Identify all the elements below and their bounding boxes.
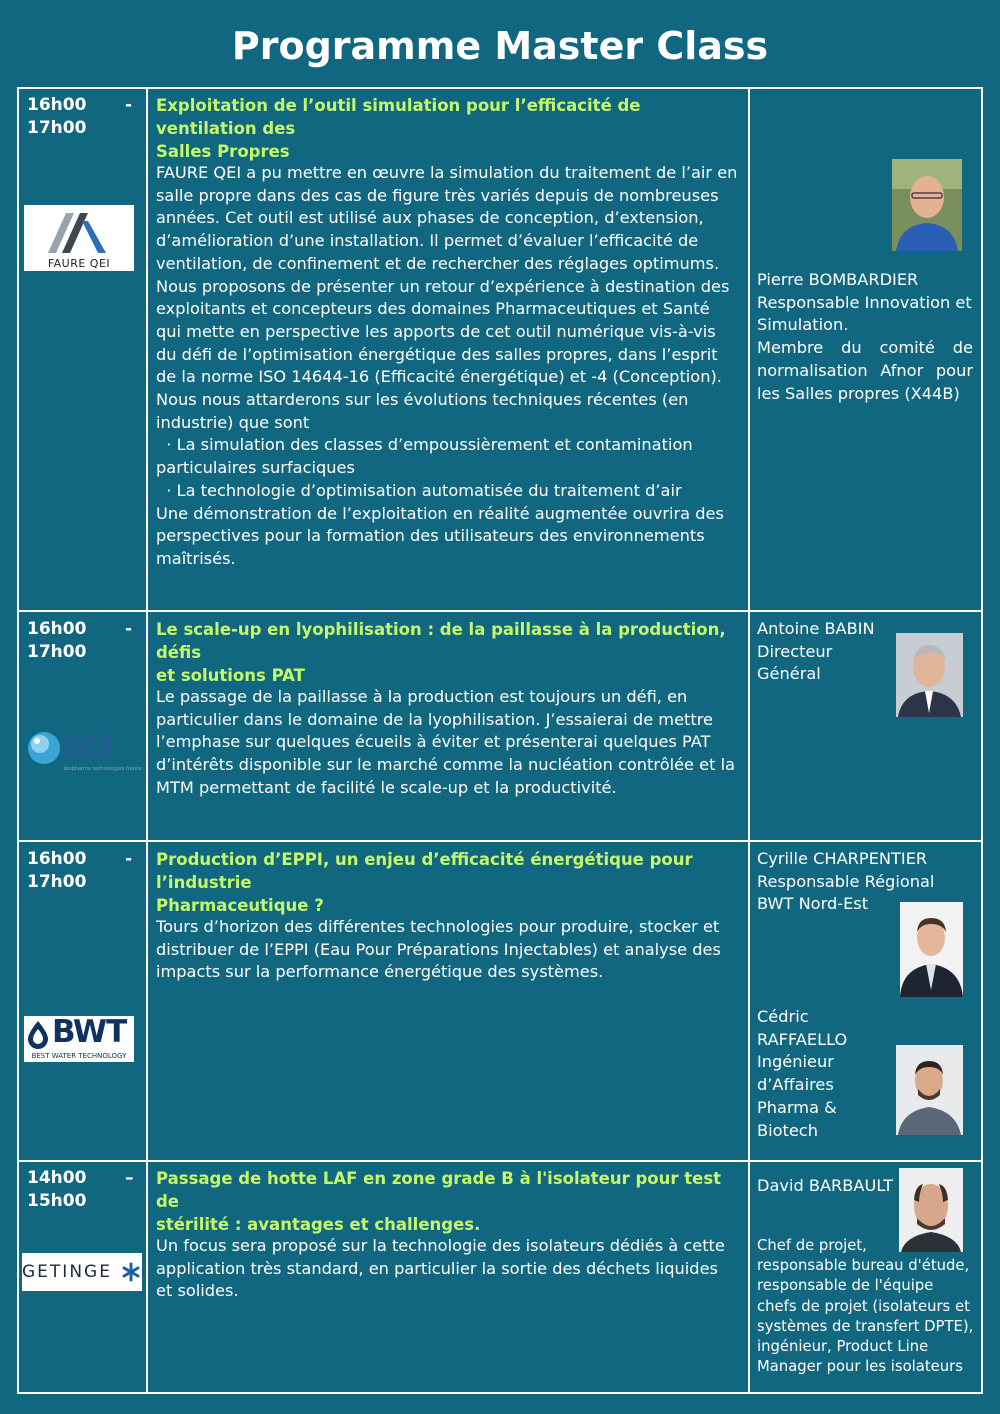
text-line: Production d’EPPI, un enjeu d’efficacité énergétique pour l’industrie bbox=[156, 850, 693, 892]
text-line: exploitants et concepteurs des domaines Pharmaceutiques et Santé bbox=[156, 299, 710, 319]
speaker-info bbox=[757, 1175, 907, 1198]
speaker-name: David BARBAULT bbox=[757, 1176, 894, 1195]
text-line: années. Cet outil est utilisé aux phases de conception, d’extension, bbox=[156, 208, 704, 228]
text-line: Biotech bbox=[757, 1120, 818, 1140]
time-dash: - bbox=[125, 849, 133, 869]
speaker-role bbox=[757, 1236, 977, 1377]
text-line: d’intérêts disponible sur le marché comme la nucléation contrôlée et la bbox=[156, 755, 736, 775]
text-line: Directeur bbox=[757, 641, 833, 661]
text-line: d’amélioration d’une installation. Il permet d’évaluer l’efficacité de bbox=[156, 231, 699, 251]
time-dash: - bbox=[125, 619, 133, 639]
text-line: Un focus sera proposé sur la technologie des isolateurs dédiés à cette bbox=[156, 1236, 725, 1255]
time-dash: - bbox=[125, 95, 133, 115]
text-line: Membre du comité de bbox=[757, 338, 973, 358]
talk-description bbox=[156, 916, 741, 984]
getinge-logo bbox=[22, 1253, 142, 1291]
page-title: Programme Master Class bbox=[231, 24, 769, 68]
text-line: particulaires surfaciques bbox=[156, 458, 355, 478]
row-divider bbox=[19, 610, 981, 612]
text-line: distribuer de l’EPPI (Eau Pour Préparations Injectables) et analyse des bbox=[156, 939, 721, 959]
getinge-logo-text: GETINGE bbox=[22, 1262, 112, 1282]
text-line: de la norme ISO 14644-16 (Efficacité énergétique) et -4 (Conception). bbox=[156, 367, 722, 387]
text-line: et solides. bbox=[156, 1281, 239, 1301]
text-line: Le passage de la paillasse à la production est toujours un défi, en bbox=[156, 687, 688, 706]
row-divider bbox=[19, 1160, 981, 1162]
bwt-drop-icon bbox=[26, 1019, 50, 1049]
time-end: 17h00 bbox=[27, 872, 87, 892]
text-line: MTM permettant de facilité le scale-up et la productivité. bbox=[156, 777, 617, 797]
text-line: FAURE QEI a pu mettre en œuvre la simulation du traitement de l’air en bbox=[156, 163, 738, 182]
speaker-photo-pierre-bombardier bbox=[892, 159, 962, 251]
text-line: responsable bureau d'étude, bbox=[757, 1257, 970, 1275]
text-line: l’emphase sur quelques écueils à éviter et présenterai quelques PAT bbox=[156, 732, 711, 752]
speaker-photo-antoine-babin bbox=[896, 633, 963, 717]
portrait-icon bbox=[896, 633, 963, 717]
text-line: Simulation. bbox=[757, 315, 849, 335]
talk-title: Exploitation de l’outil simulation pour l’efficacité de ventilation des Salles Propres bbox=[156, 96, 641, 161]
time-slot bbox=[27, 94, 137, 140]
text-line: Responsable Régional bbox=[757, 871, 935, 891]
speaker-name: Cyrille CHARPENTIER bbox=[757, 849, 928, 868]
text-line: Manager pour les isolateurs bbox=[757, 1358, 963, 1376]
text-line: ingénieur, Product Line bbox=[757, 1338, 929, 1356]
speaker-name: Cédric RAFFAELLO bbox=[757, 1007, 848, 1049]
column-divider bbox=[146, 89, 148, 1392]
text-line: d’Affaires bbox=[757, 1075, 834, 1095]
text-line: stérilité : avantages et challenges. bbox=[156, 1215, 481, 1234]
time-dash: – bbox=[125, 1168, 134, 1188]
talk-description bbox=[156, 1235, 741, 1303]
text-line: maîtrisés. bbox=[156, 548, 236, 568]
text-line: salle propre dans des cas de figure très variés depuis de nombreuses bbox=[156, 185, 719, 205]
text-line: · La simulation des classes d’empoussièrement et contamination bbox=[156, 435, 693, 455]
text-line: BWT Nord-Est bbox=[757, 894, 869, 914]
time-start: 16h00 bbox=[27, 619, 87, 639]
column-divider bbox=[748, 89, 750, 1392]
text-line: et solutions PAT bbox=[156, 666, 305, 685]
text-line: ventilation, de confinement et de rechercher des réglages optimums. bbox=[156, 253, 720, 273]
text-line: industrie) que sont bbox=[156, 412, 310, 432]
btf-logo-subtext: biopharma technologies france bbox=[64, 766, 142, 772]
text-line: Nous proposons de présenter un retour d’expérience à destination des bbox=[156, 276, 730, 296]
bwt-logo-text: BWT bbox=[52, 1016, 127, 1050]
text-line: chefs de projet (isolateurs et bbox=[757, 1297, 970, 1315]
portrait-icon bbox=[900, 902, 963, 997]
text-line: normalisation Afnor pour bbox=[757, 360, 973, 380]
talk-title bbox=[156, 1167, 741, 1236]
text-line: du défi de l’optimisation énergétique des salles propres, dans l’esprit bbox=[156, 344, 718, 364]
time-start: 14h00 bbox=[27, 1168, 87, 1188]
speaker-info bbox=[757, 1006, 897, 1142]
text-line: qui mette en perspective les apports de cet outil numérique vis-à-vis bbox=[156, 321, 716, 341]
speaker-name: Antoine BABIN bbox=[757, 619, 875, 638]
text-line: responsable de l'équipe bbox=[757, 1277, 934, 1295]
row-divider bbox=[19, 840, 981, 842]
portrait-icon bbox=[892, 159, 962, 251]
text-line: application très standard, en particulier la sortie des déchets liquides bbox=[156, 1258, 718, 1278]
text-line: Pharma & bbox=[757, 1097, 837, 1117]
time-end: 17h00 bbox=[27, 118, 87, 138]
time-start: 16h00 bbox=[27, 849, 87, 869]
speaker-photo-cedric-raffaello bbox=[896, 1045, 963, 1135]
time-slot bbox=[27, 848, 137, 894]
text-line: Le scale-up en lyophilisation : de la paillasse à la production, défis bbox=[156, 620, 726, 662]
time-slot bbox=[27, 618, 137, 664]
speaker-info bbox=[757, 618, 887, 686]
text-line: Pharmaceutique ? bbox=[156, 896, 324, 915]
text-line: Chef de projet, bbox=[757, 1237, 867, 1254]
speaker-photo-cyrille-charpentier bbox=[900, 902, 963, 997]
text-line: les Salles propres (X44B) bbox=[757, 383, 960, 403]
text-line: Une démonstration de l’exploitation en réalité augmentée ouvrira des bbox=[156, 503, 724, 523]
text-line: Ingénieur bbox=[757, 1052, 834, 1072]
btf-bubble-icon bbox=[26, 728, 66, 768]
time-end: 17h00 bbox=[27, 642, 87, 662]
getinge-star-icon bbox=[121, 1262, 141, 1282]
text-line: impacts sur la performance énergétique des systèmes. bbox=[156, 962, 604, 982]
talk-title bbox=[156, 848, 741, 917]
speaker-name: Pierre BOMBARDIER bbox=[757, 270, 919, 289]
text-line: Responsable Innovation et bbox=[757, 292, 972, 312]
text-line: particulier dans le domaine de la lyophilisation. J’essaierai de mettre bbox=[156, 709, 713, 729]
btf-logo-text: btf bbox=[62, 726, 113, 765]
text-line: systèmes de transfert DPTE), bbox=[757, 1317, 974, 1335]
text-line: Général bbox=[757, 664, 821, 684]
time-slot bbox=[27, 1167, 137, 1213]
bwt-logo-subtext: BEST WATER TECHNOLOGY bbox=[31, 1052, 127, 1060]
text-line: Tours d’horizon des différentes technologies pour produire, stocker et bbox=[156, 917, 720, 936]
time-start: 16h00 bbox=[27, 95, 87, 115]
talk-description bbox=[156, 162, 741, 571]
btf-logo bbox=[24, 726, 144, 776]
text-line: perspectives pour la formation des utilisateurs des environnements bbox=[156, 526, 705, 546]
time-end: 15h00 bbox=[27, 1191, 87, 1211]
talk-description bbox=[156, 686, 741, 800]
faure-qei-logo-text: FAURE QEI bbox=[47, 257, 111, 270]
text-line: · La technologie d’optimisation automatisée du traitement d’air bbox=[156, 480, 682, 500]
portrait-icon bbox=[896, 1045, 963, 1135]
text-line: Passage de hotte LAF en zone grade B à l'isolateur pour test de bbox=[156, 1169, 722, 1211]
talk-title bbox=[156, 618, 741, 687]
speaker-info bbox=[757, 269, 973, 405]
faure-qei-logo bbox=[24, 205, 134, 271]
bwt-logo bbox=[24, 1016, 134, 1062]
text-line: Nous nous attarderons sur les évolutions techniques récentes (en bbox=[156, 390, 689, 410]
